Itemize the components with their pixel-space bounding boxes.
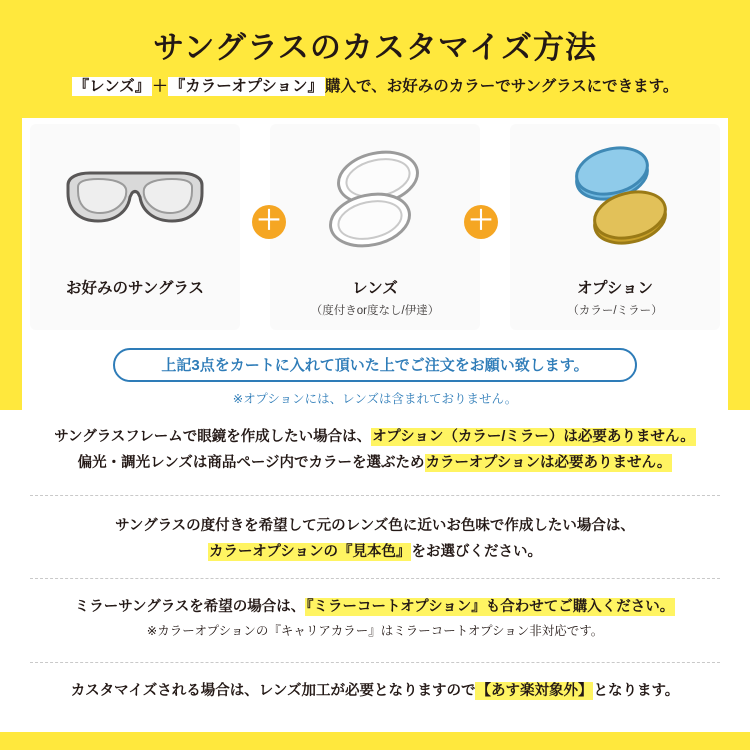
note-text: カスタマイズされる場合は、レンズ加工が必要となりますので [70,683,476,699]
note-text-highlight: 『ミラーコートオプション』も合わせてご購入ください。 [306,599,675,615]
note-text: ミラーサングラスを希望の場合は、 [74,599,306,615]
page-title: サングラスのカスタマイズ方法 [153,30,597,65]
lens-icon [270,134,480,264]
color-option-icon [510,134,720,264]
note-text-highlight: カラーオプションは必要ありません。 [425,455,672,471]
card-lens [270,124,480,330]
subtitle-plus: ＋ [152,78,168,95]
note-block-3 [30,594,720,642]
card-sunglasses [30,124,240,330]
note-line-small [30,620,720,642]
divider [30,495,720,496]
note-text: となります。 [593,683,680,699]
option-note: ※オプションには、レンズは含まれておりません。 [232,392,518,406]
page-subtitle [0,74,750,96]
note-line [30,678,720,704]
sunglasses-icon [30,134,240,264]
card-sub-option: （カラー/ミラー） [567,305,663,317]
card-label-option: オプション [576,280,654,297]
note-line [30,594,720,620]
plus-badge-1: ＋ [252,205,286,239]
note-text: サングラスフレームで眼鏡を作成したい場合は、 [54,429,372,445]
note-text-highlight: 【あす楽対象外】 [476,683,593,699]
note-line [30,539,720,565]
note-text-highlight: カラーオプションの『見本色』 [209,544,411,560]
plus-badge-2: ＋ [464,205,498,239]
bottom-yellow-band [0,732,750,750]
divider [30,662,720,663]
note-line [30,513,720,539]
note-text: サングラスの度付きを希望して元のレンズ色に近いお色味で作成したい場合は、 [115,518,635,534]
note-block-2 [30,513,720,565]
note-text: ※カラーオプションの『キャリアカラー』はミラーコートオプション非対応です。 [146,624,604,638]
note-block-1 [30,424,720,476]
card-label-lens: レンズ [352,280,398,297]
note-text-highlight: オプション（カラー/ミラー）は必要ありません。 [372,429,695,445]
note-text: 偏光・調光レンズは商品ページ内でカラーを選ぶため [77,455,425,471]
note-line [30,450,720,476]
divider [30,578,720,579]
subtitle-part-lens: 『レンズ』 [73,78,151,95]
product-cards-row [0,124,750,334]
order-instruction-pill: 上記3点をカートに入れて頂いた上でご注文をお願い致します。 [113,348,637,382]
card-option [510,124,720,330]
subtitle-tail: 購入で、お好みのカラーでサングラスにできます。 [325,78,679,95]
note-line [30,424,720,450]
card-label-sunglasses: お好みのサングラス [66,280,204,297]
card-sub-lens: （度付きor度なし/伊達） [310,305,440,317]
note-block-4 [30,678,720,704]
note-text: をお選びください。 [411,544,542,560]
subtitle-part-color-option: 『カラーオプション』 [169,78,324,95]
